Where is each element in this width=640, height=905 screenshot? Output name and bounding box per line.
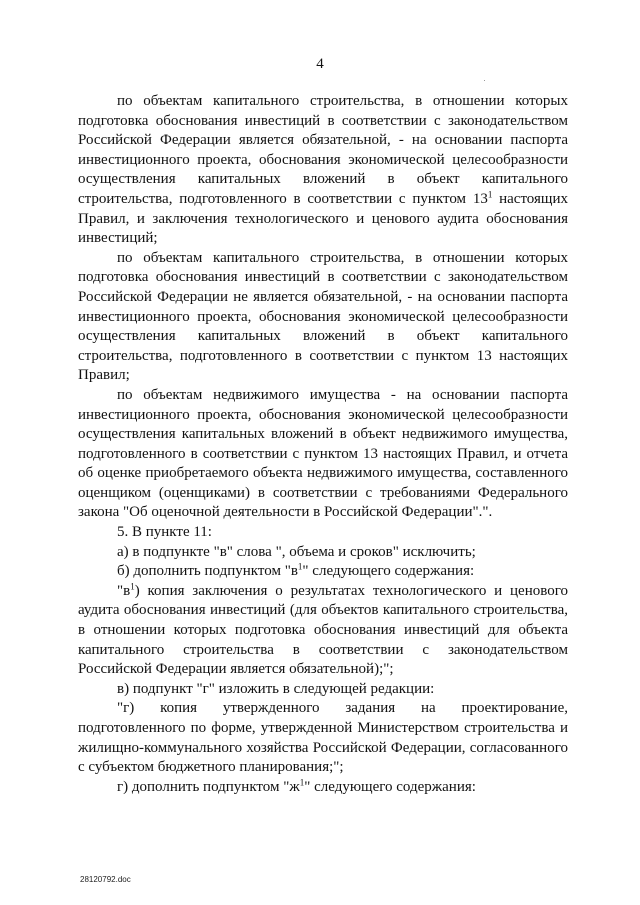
- paragraph-6-text: б) дополнить подпунктом "в: [117, 563, 298, 580]
- paragraph-10-text-cont: " следующего содержания:: [304, 778, 476, 795]
- footer-filename: 28120792.doc: [80, 875, 131, 884]
- paragraph-6: [78, 562, 568, 582]
- page-number: 4: [316, 56, 324, 72]
- document-body: [78, 92, 568, 797]
- scan-speck: [484, 80, 485, 81]
- superscript: 1: [297, 561, 303, 572]
- superscript: 1: [299, 777, 305, 788]
- paragraph-1-text: по объектам капитального строительства, в отношении которых подготовка обоснования инвестиций в соответствии с законодательством Российской Федерации является обязательной, - на основании паспорта инвестиционного проекта, обоснования экономической целесообразности осуществления капитальных вложений в объект капитального строительства, подготовленного в соответствии с пунктом 13: [78, 93, 568, 207]
- paragraph-9: "г) копия утвержденного задания на проектирование, подготовленного по форме, утвержденной Министерством строительства и жилищно-коммунального хозяйства Российской Федерации, согласованного с субъектом бюджетного планирования;";: [78, 700, 568, 776]
- paragraph-5: а) в подпункте "в" слова ", объема и сроков" исключить;: [117, 543, 476, 560]
- paragraph-7: [78, 582, 568, 680]
- paragraph-2: по объектам капитального строительства, в отношении которых подготовка обоснования инвестиций в соответствии с законодательством Российской Федерации не является обязательной, - на основании паспорта инвестиционного проекта, обоснования экономической целесообразности осуществления капитальных вложений в объект капитального строительства, подготовленного в соответствии с пунктом 13 настоящих Правил;: [78, 249, 568, 384]
- paragraph-1: [78, 92, 568, 249]
- paragraph-4: 5. В пункте 11:: [117, 524, 212, 541]
- paragraph-6-text-cont: " следующего содержания:: [302, 563, 475, 580]
- paragraph-10: [78, 778, 568, 798]
- superscript: 1: [487, 189, 493, 200]
- paragraph-1-text-cont: настоящих Правил, и заключения технологического и ценового аудита обоснования инвестиций;: [78, 190, 568, 247]
- paragraph-7-text-cont: ) копия заключения о результатах технологического и ценового аудита обоснования инвестиций (для объектов капитального строительства, в отношении которых подготовка обоснования инвестиций для объекта капитального строительства в соответствии с законодательством Российской Федерации является обязательной);";: [78, 582, 568, 678]
- paragraph-3: по объектам недвижимого имущества - на основании паспорта инвестиционного проекта, обоснования экономической целесообразности осуществления капитальных вложений в объект недвижимого имущества, подготовленного в соответствии с пунктом 13 настоящих Правил, и отчета об оценке приобретаемого объекта недвижимого имущества, составленного оценщиком (оценщиками) в соответствии с требованиями Федерального закона "Об оценочной деятельности в Российской Федерации".".: [78, 386, 568, 521]
- superscript: 1: [130, 581, 135, 592]
- paragraph-8: в) подпункт "г" изложить в следующей редакции:: [117, 680, 435, 697]
- paragraph-10-text: г) дополнить подпунктом "ж: [117, 778, 300, 795]
- paragraph-7-text: "в: [117, 582, 131, 599]
